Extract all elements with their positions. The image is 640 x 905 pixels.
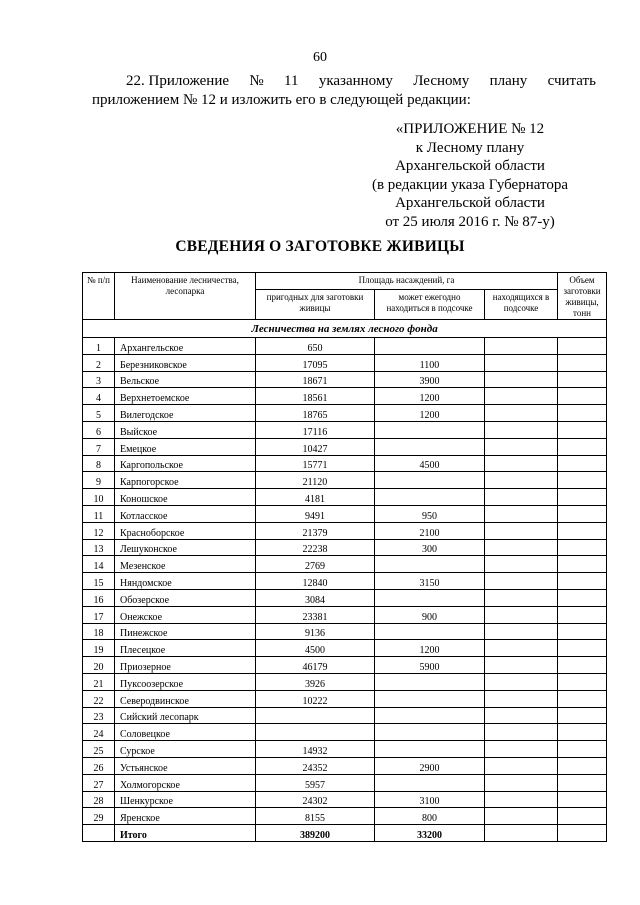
suitable-area-cell: 10222: [256, 690, 375, 707]
paragraph-word: плану: [489, 73, 528, 89]
suitable-area-cell: [256, 724, 375, 741]
annual-tapping-area-cell: [375, 556, 485, 573]
in-tapping-area-cell: [485, 791, 558, 808]
table-row: [83, 354, 607, 371]
in-tapping-area-cell: [485, 589, 558, 606]
harvest-volume-cell: [558, 657, 607, 674]
annual-tapping-area-cell: [375, 438, 485, 455]
table-row: [83, 438, 607, 455]
table-row: [83, 405, 607, 422]
row-number-cell: 17: [83, 606, 115, 623]
row-number-cell: 14: [83, 556, 115, 573]
in-tapping-area-cell: [485, 690, 558, 707]
annual-tapping-area-cell: 1200: [375, 405, 485, 422]
row-number-cell: 2: [83, 354, 115, 371]
annual-tapping-area-cell: [375, 673, 485, 690]
table-row: [83, 472, 607, 489]
appendix-line: от 25 июля 2016 г. № 87-у): [385, 213, 555, 230]
table-row: [83, 556, 607, 573]
forestry-name-cell: Соловецкое: [115, 724, 256, 741]
annual-tapping-area-cell: [375, 421, 485, 438]
in-tapping-area-cell: [485, 539, 558, 556]
table-row: [83, 573, 607, 590]
table-row: [83, 757, 607, 774]
section-title: Лесничества на землях лесного фонда: [83, 320, 607, 338]
harvest-volume-cell: [558, 388, 607, 405]
annual-tapping-area-cell: 950: [375, 505, 485, 522]
harvest-volume-cell: [558, 707, 607, 724]
annual-tapping-area-cell: [375, 741, 485, 758]
paragraph-word: считать: [547, 73, 596, 89]
row-number-cell: 18: [83, 623, 115, 640]
annual-tapping-area-cell: [375, 774, 485, 791]
forestry-name-cell: Приозерное: [115, 657, 256, 674]
annual-tapping-area-cell: [375, 338, 485, 355]
table-row: [83, 741, 607, 758]
header-area-group: Площадь насаждений, га: [256, 273, 558, 290]
annual-tapping-area-cell: 3150: [375, 573, 485, 590]
annual-tapping-area-cell: 5900: [375, 657, 485, 674]
in-tapping-area-cell: [485, 421, 558, 438]
harvest-volume-cell: [558, 438, 607, 455]
suitable-area-cell: 18671: [256, 371, 375, 388]
annual-tapping-area-cell: [375, 707, 485, 724]
header-name: Наименование лесничества, лесопарка: [115, 273, 256, 320]
forestry-name-cell: Обозерское: [115, 589, 256, 606]
harvest-volume-cell: [558, 489, 607, 506]
document-title: СВЕДЕНИЯ О ЗАГОТОВКЕ ЖИВИЦЫ: [175, 238, 465, 255]
annual-tapping-area-cell: 1100: [375, 354, 485, 371]
appendix-line: Архангельской области: [395, 195, 545, 212]
suitable-area-cell: 10427: [256, 438, 375, 455]
harvest-volume-cell: [558, 741, 607, 758]
suitable-area-cell: 21120: [256, 472, 375, 489]
table-row: [83, 522, 607, 539]
in-tapping-area-cell: [485, 489, 558, 506]
in-tapping-area-cell: [485, 354, 558, 371]
harvest-volume-cell: [558, 539, 607, 556]
suitable-area-cell: 9136: [256, 623, 375, 640]
table-row: [83, 505, 607, 522]
forestry-name-cell: Онежское: [115, 606, 256, 623]
row-number-cell: [83, 825, 115, 842]
forestry-name-cell: Сийский лесопарк: [115, 707, 256, 724]
forestry-name-cell: Выйское: [115, 421, 256, 438]
row-number-cell: 5: [83, 405, 115, 422]
annual-tapping-area-cell: 1200: [375, 640, 485, 657]
forestry-name-cell: Коношское: [115, 489, 256, 506]
harvest-volume-cell: [558, 774, 607, 791]
in-tapping-area-cell: [485, 808, 558, 825]
header-volume: Объем заготовки живицы, тонн: [558, 273, 607, 320]
in-tapping-area-cell: [485, 472, 558, 489]
forestry-name-cell: Итого: [115, 825, 256, 842]
in-tapping-area-cell: [485, 640, 558, 657]
table-row: [83, 589, 607, 606]
table-row: [83, 388, 607, 405]
paragraph-line-1: [92, 72, 596, 91]
suitable-area-cell: 8155: [256, 808, 375, 825]
forestry-name-cell: Архангельское: [115, 338, 256, 355]
table-row: [83, 640, 607, 657]
suitable-area-cell: 24302: [256, 791, 375, 808]
forestry-name-cell: Устьянское: [115, 757, 256, 774]
suitable-area-cell: 21379: [256, 522, 375, 539]
row-number-cell: 8: [83, 455, 115, 472]
paragraph-word: №: [249, 73, 264, 89]
in-tapping-area-cell: [485, 657, 558, 674]
harvest-volume-cell: [558, 589, 607, 606]
annual-tapping-area-cell: 4500: [375, 455, 485, 472]
annual-tapping-area-cell: 1200: [375, 388, 485, 405]
forestry-name-cell: Няндомское: [115, 573, 256, 590]
row-number-cell: 12: [83, 522, 115, 539]
table-row: [83, 489, 607, 506]
in-tapping-area-cell: [485, 556, 558, 573]
row-number-cell: 24: [83, 724, 115, 741]
table-row: [83, 455, 607, 472]
harvest-volume-cell: [558, 455, 607, 472]
suitable-area-cell: 46179: [256, 657, 375, 674]
row-number-cell: 10: [83, 489, 115, 506]
harvest-volume-cell: [558, 371, 607, 388]
annual-tapping-area-cell: [375, 623, 485, 640]
suitable-area-cell: 3926: [256, 673, 375, 690]
appendix-line: к Лесному плану: [415, 139, 525, 156]
table-row: [83, 791, 607, 808]
in-tapping-area-cell: [485, 505, 558, 522]
in-tapping-area-cell: [485, 388, 558, 405]
row-number-cell: 21: [83, 673, 115, 690]
annual-tapping-area-cell: [375, 724, 485, 741]
forestry-name-cell: Мезенское: [115, 556, 256, 573]
table-row: [83, 623, 607, 640]
suitable-area-cell: 15771: [256, 455, 375, 472]
suitable-area-cell: 18561: [256, 388, 375, 405]
forestry-name-cell: Шенкурское: [115, 791, 256, 808]
paragraph-word: указанному: [318, 73, 393, 89]
harvest-volume-cell: [558, 405, 607, 422]
forestry-name-cell: Яренское: [115, 808, 256, 825]
harvest-volume-cell: [558, 421, 607, 438]
forestry-name-cell: Пуксоозерское: [115, 673, 256, 690]
forestry-name-cell: Вилегодское: [115, 405, 256, 422]
forestry-name-cell: Холмогорское: [115, 774, 256, 791]
in-tapping-area-cell: [485, 741, 558, 758]
annual-tapping-area-cell: 3900: [375, 371, 485, 388]
suitable-area-cell: 9491: [256, 505, 375, 522]
suitable-area-cell: 650: [256, 338, 375, 355]
in-tapping-area-cell: [485, 623, 558, 640]
annual-tapping-area-cell: [375, 690, 485, 707]
in-tapping-area-cell: [485, 573, 558, 590]
in-tapping-area-cell: [485, 673, 558, 690]
annual-tapping-area-cell: [375, 589, 485, 606]
header-suitable: пригодных для заготовки живицы: [256, 289, 375, 319]
harvest-volume-cell: [558, 673, 607, 690]
forestry-name-cell: Сурское: [115, 741, 256, 758]
harvest-volume-cell: [558, 623, 607, 640]
row-number-cell: 3: [83, 371, 115, 388]
annual-tapping-area-cell: 2100: [375, 522, 485, 539]
header-number: № п/п: [83, 273, 115, 320]
paragraph-line-2: приложением № 12 и изложить его в следующей редакции:: [92, 92, 471, 108]
forestry-name-cell: Карпогорское: [115, 472, 256, 489]
row-number-cell: 20: [83, 657, 115, 674]
page-number: 60: [313, 50, 327, 65]
table-row: [83, 774, 607, 791]
annual-tapping-area-cell: 300: [375, 539, 485, 556]
suitable-area-cell: 3084: [256, 589, 375, 606]
header-in-tapping: находящихся в подсочке: [485, 289, 558, 319]
harvest-volume-cell: [558, 825, 607, 842]
forestry-name-cell: Плесецкое: [115, 640, 256, 657]
harvest-volume-cell: [558, 573, 607, 590]
appendix-heading: [360, 120, 580, 232]
paragraph-word: 22. Приложение: [126, 73, 230, 89]
table-row: [83, 673, 607, 690]
suitable-area-cell: 389200: [256, 825, 375, 842]
header-annual: может ежегодно находиться в подсочке: [375, 289, 485, 319]
resin-harvest-table: [82, 272, 607, 842]
suitable-area-cell: 24352: [256, 757, 375, 774]
in-tapping-area-cell: [485, 825, 558, 842]
row-number-cell: 13: [83, 539, 115, 556]
forestry-name-cell: Котласское: [115, 505, 256, 522]
in-tapping-area-cell: [485, 438, 558, 455]
harvest-volume-cell: [558, 606, 607, 623]
row-number-cell: 29: [83, 808, 115, 825]
paragraph-word: Лесному: [413, 73, 470, 89]
row-number-cell: 26: [83, 757, 115, 774]
annual-tapping-area-cell: 2900: [375, 757, 485, 774]
table-row: [83, 690, 607, 707]
in-tapping-area-cell: [485, 606, 558, 623]
row-number-cell: 23: [83, 707, 115, 724]
amendment-paragraph: [92, 72, 596, 110]
table-row: [83, 539, 607, 556]
harvest-volume-cell: [558, 522, 607, 539]
table-row: [83, 707, 607, 724]
forestry-name-cell: Березниковское: [115, 354, 256, 371]
harvest-volume-cell: [558, 791, 607, 808]
annual-tapping-area-cell: [375, 489, 485, 506]
row-number-cell: 15: [83, 573, 115, 590]
forestry-name-cell: Красноборское: [115, 522, 256, 539]
paragraph-word: 11: [284, 73, 299, 89]
in-tapping-area-cell: [485, 774, 558, 791]
total-row: [83, 825, 607, 842]
annual-tapping-area-cell: 800: [375, 808, 485, 825]
suitable-area-cell: [256, 707, 375, 724]
suitable-area-cell: 12840: [256, 573, 375, 590]
appendix-line: Архангельской области: [395, 158, 545, 175]
appendix-line: «ПРИЛОЖЕНИЕ № 12: [395, 121, 545, 137]
in-tapping-area-cell: [485, 405, 558, 422]
annual-tapping-area-cell: [375, 472, 485, 489]
row-number-cell: 22: [83, 690, 115, 707]
harvest-volume-cell: [558, 556, 607, 573]
in-tapping-area-cell: [485, 455, 558, 472]
table-row: [83, 371, 607, 388]
forestry-name-cell: Емецкое: [115, 438, 256, 455]
harvest-volume-cell: [558, 472, 607, 489]
in-tapping-area-cell: [485, 371, 558, 388]
forestry-name-cell: Лешуконское: [115, 539, 256, 556]
forestry-name-cell: Верхнетоемское: [115, 388, 256, 405]
suitable-area-cell: 17116: [256, 421, 375, 438]
appendix-line: (в редакции указа Губернатора: [371, 176, 569, 193]
row-number-cell: 27: [83, 774, 115, 791]
annual-tapping-area-cell: 3100: [375, 791, 485, 808]
harvest-volume-cell: [558, 724, 607, 741]
harvest-volume-cell: [558, 354, 607, 371]
suitable-area-cell: 23381: [256, 606, 375, 623]
forestry-name-cell: Каргопольское: [115, 455, 256, 472]
harvest-volume-cell: [558, 690, 607, 707]
harvest-volume-cell: [558, 338, 607, 355]
in-tapping-area-cell: [485, 757, 558, 774]
harvest-volume-cell: [558, 808, 607, 825]
row-number-cell: 9: [83, 472, 115, 489]
table-row: [83, 338, 607, 355]
suitable-area-cell: 4181: [256, 489, 375, 506]
in-tapping-area-cell: [485, 522, 558, 539]
harvest-volume-cell: [558, 505, 607, 522]
table-row: [83, 421, 607, 438]
table-row: [83, 657, 607, 674]
in-tapping-area-cell: [485, 338, 558, 355]
forestry-name-cell: Северодвинское: [115, 690, 256, 707]
row-number-cell: 7: [83, 438, 115, 455]
suitable-area-cell: 14932: [256, 741, 375, 758]
harvest-volume-cell: [558, 757, 607, 774]
row-number-cell: 28: [83, 791, 115, 808]
row-number-cell: 25: [83, 741, 115, 758]
table-row: [83, 808, 607, 825]
row-number-cell: 6: [83, 421, 115, 438]
in-tapping-area-cell: [485, 707, 558, 724]
suitable-area-cell: 4500: [256, 640, 375, 657]
row-number-cell: 1: [83, 338, 115, 355]
suitable-area-cell: 18765: [256, 405, 375, 422]
in-tapping-area-cell: [485, 724, 558, 741]
suitable-area-cell: 5957: [256, 774, 375, 791]
annual-tapping-area-cell: 33200: [375, 825, 485, 842]
suitable-area-cell: 22238: [256, 539, 375, 556]
row-number-cell: 11: [83, 505, 115, 522]
suitable-area-cell: 2769: [256, 556, 375, 573]
row-number-cell: 16: [83, 589, 115, 606]
table-row: [83, 724, 607, 741]
suitable-area-cell: 17095: [256, 354, 375, 371]
forestry-name-cell: Пинежское: [115, 623, 256, 640]
annual-tapping-area-cell: 900: [375, 606, 485, 623]
harvest-volume-cell: [558, 640, 607, 657]
row-number-cell: 4: [83, 388, 115, 405]
row-number-cell: 19: [83, 640, 115, 657]
table-row: [83, 606, 607, 623]
forestry-name-cell: Вельское: [115, 371, 256, 388]
